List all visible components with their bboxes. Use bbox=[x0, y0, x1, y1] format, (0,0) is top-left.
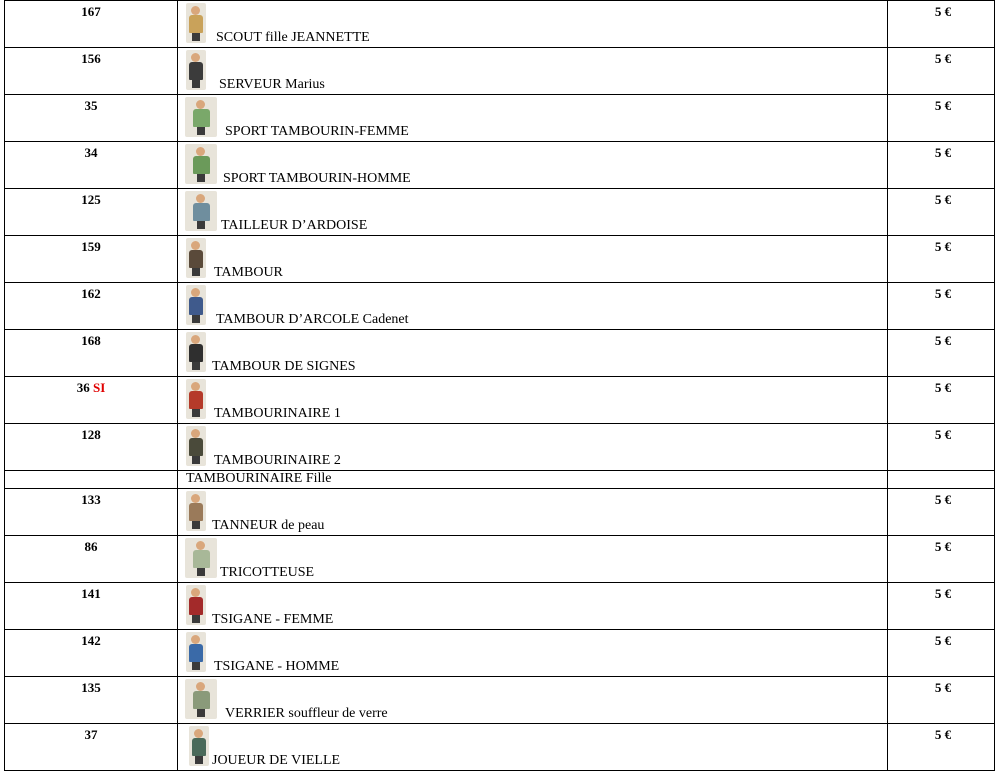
figurine-thumbnail bbox=[189, 726, 209, 766]
item-name: TAMBOURINAIRE Fille bbox=[186, 471, 332, 486]
item-price: 5 € bbox=[934, 492, 952, 507]
price-cell bbox=[888, 330, 995, 377]
table-row bbox=[5, 189, 995, 236]
item-cell bbox=[178, 471, 888, 489]
item-cell bbox=[178, 536, 888, 583]
item-price: 5 € bbox=[934, 51, 952, 66]
table-row bbox=[5, 583, 995, 630]
item-price: 5 € bbox=[934, 286, 952, 301]
price-cell bbox=[888, 471, 995, 489]
figurine-thumbnail bbox=[186, 332, 206, 372]
item-name: VERRIER souffleur de verre bbox=[225, 706, 388, 721]
number-cell bbox=[5, 377, 178, 424]
item-cell bbox=[178, 630, 888, 677]
item-price: 5 € bbox=[934, 727, 952, 742]
figurine-thumbnail bbox=[185, 679, 217, 719]
item-cell bbox=[178, 583, 888, 630]
item-price: 5 € bbox=[934, 539, 952, 554]
figurine-thumbnail bbox=[186, 285, 206, 325]
number-cell bbox=[5, 536, 178, 583]
table-row bbox=[5, 142, 995, 189]
item-cell bbox=[178, 424, 888, 471]
figurine-thumbnail bbox=[186, 491, 206, 531]
table-row bbox=[5, 536, 995, 583]
price-cell bbox=[888, 283, 995, 330]
price-cell bbox=[888, 1, 995, 48]
price-cell bbox=[888, 677, 995, 724]
number-cell bbox=[5, 48, 178, 95]
catalog-table bbox=[4, 0, 995, 771]
table-row bbox=[5, 724, 995, 771]
price-cell bbox=[888, 536, 995, 583]
figurine-thumbnail bbox=[185, 144, 217, 184]
number-cell bbox=[5, 583, 178, 630]
price-cell bbox=[888, 489, 995, 536]
item-price bbox=[888, 471, 994, 474]
table-row bbox=[5, 677, 995, 724]
item-name: TAMBOUR DE SIGNES bbox=[212, 359, 356, 374]
price-cell bbox=[888, 724, 995, 771]
table-row bbox=[5, 283, 995, 330]
price-cell bbox=[888, 377, 995, 424]
item-number: 128 bbox=[81, 427, 101, 442]
item-number: 125 bbox=[81, 192, 101, 207]
number-cell bbox=[5, 630, 178, 677]
item-name: SCOUT fille JEANNETTE bbox=[216, 30, 370, 45]
item-price: 5 € bbox=[934, 633, 952, 648]
item-number: 35 bbox=[84, 98, 98, 113]
item-cell bbox=[178, 236, 888, 283]
item-number: 37 bbox=[84, 727, 98, 742]
table-row bbox=[5, 377, 995, 424]
table-row bbox=[5, 489, 995, 536]
number-cell bbox=[5, 189, 178, 236]
number-cell bbox=[5, 1, 178, 48]
figurine-thumbnail bbox=[186, 585, 206, 625]
figurine-thumbnail bbox=[185, 191, 217, 231]
price-cell bbox=[888, 48, 995, 95]
item-name: TAMBOUR D’ARCOLE Cadenet bbox=[216, 312, 409, 327]
item-cell bbox=[178, 142, 888, 189]
item-name: TAMBOURINAIRE 2 bbox=[214, 453, 341, 468]
table-row bbox=[5, 95, 995, 142]
item-cell bbox=[178, 283, 888, 330]
price-cell bbox=[888, 189, 995, 236]
number-cell bbox=[5, 724, 178, 771]
figurine-thumbnail bbox=[186, 426, 206, 466]
item-name: SPORT TAMBOURIN-FEMME bbox=[225, 124, 409, 139]
number-cell bbox=[5, 330, 178, 377]
table-row bbox=[5, 424, 995, 471]
item-name: TSIGANE - FEMME bbox=[212, 612, 334, 627]
item-number: 142 bbox=[81, 633, 101, 648]
item-number: 168 bbox=[81, 333, 101, 348]
price-cell bbox=[888, 95, 995, 142]
item-price: 5 € bbox=[934, 4, 952, 19]
item-name: TAMBOURINAIRE 1 bbox=[214, 406, 341, 421]
item-name: JOUEUR DE VIELLE bbox=[212, 753, 341, 768]
item-price: 5 € bbox=[934, 98, 952, 113]
table-row bbox=[5, 236, 995, 283]
table-row bbox=[5, 630, 995, 677]
item-number: 159 bbox=[81, 239, 101, 254]
item-cell bbox=[178, 677, 888, 724]
item-price: 5 € bbox=[934, 192, 952, 207]
number-cell bbox=[5, 489, 178, 536]
figurine-thumbnail bbox=[186, 50, 206, 90]
item-cell bbox=[178, 724, 888, 771]
table-row bbox=[5, 471, 995, 489]
item-price: 5 € bbox=[934, 427, 952, 442]
price-cell bbox=[888, 630, 995, 677]
item-cell bbox=[178, 95, 888, 142]
number-cell bbox=[5, 424, 178, 471]
item-cell bbox=[178, 330, 888, 377]
number-cell bbox=[5, 142, 178, 189]
table-row bbox=[5, 1, 995, 48]
item-cell bbox=[178, 377, 888, 424]
item-name: SERVEUR Marius bbox=[219, 77, 325, 92]
figurine-thumbnail bbox=[186, 238, 206, 278]
price-cell bbox=[888, 236, 995, 283]
item-name: TSIGANE - HOMME bbox=[214, 659, 340, 674]
item-price: 5 € bbox=[934, 380, 952, 395]
figurine-thumbnail bbox=[185, 97, 217, 137]
item-price: 5 € bbox=[934, 145, 952, 160]
figurine-thumbnail bbox=[186, 3, 206, 43]
price-cell bbox=[888, 424, 995, 471]
number-cell bbox=[5, 283, 178, 330]
figurine-thumbnail bbox=[186, 632, 206, 672]
item-name: TAILLEUR D’ARDOISE bbox=[221, 218, 368, 233]
number-cell bbox=[5, 677, 178, 724]
item-cell bbox=[178, 489, 888, 536]
item-name: SPORT TAMBOURIN-HOMME bbox=[223, 171, 411, 186]
item-price: 5 € bbox=[934, 239, 952, 254]
price-cell bbox=[888, 583, 995, 630]
item-name: TRICOTTEUSE bbox=[220, 565, 315, 580]
item-cell bbox=[178, 1, 888, 48]
figurine-thumbnail bbox=[185, 538, 217, 578]
item-cell bbox=[178, 48, 888, 95]
item-price: 5 € bbox=[934, 680, 952, 695]
item-name: TANNEUR de peau bbox=[212, 518, 325, 533]
item-number: 167 bbox=[81, 4, 101, 19]
number-cell bbox=[5, 471, 178, 489]
item-number: 135 bbox=[81, 680, 101, 695]
item-number: 34 bbox=[84, 145, 98, 160]
item-number: 162 bbox=[81, 286, 101, 301]
item-number: 86 bbox=[84, 539, 98, 554]
figurine-thumbnail bbox=[186, 379, 206, 419]
price-cell bbox=[888, 142, 995, 189]
item-name: TAMBOUR bbox=[214, 265, 283, 280]
item-number: 141 bbox=[81, 586, 101, 601]
item-number: 133 bbox=[81, 492, 101, 507]
si-marker: SI bbox=[92, 380, 106, 395]
table-row bbox=[5, 330, 995, 377]
item-number bbox=[5, 471, 177, 474]
number-cell bbox=[5, 236, 178, 283]
table-row bbox=[5, 48, 995, 95]
item-number: 36 bbox=[76, 380, 90, 395]
item-price: 5 € bbox=[934, 333, 952, 348]
item-price: 5 € bbox=[934, 586, 952, 601]
item-cell bbox=[178, 189, 888, 236]
number-cell bbox=[5, 95, 178, 142]
item-number: 156 bbox=[81, 51, 101, 66]
